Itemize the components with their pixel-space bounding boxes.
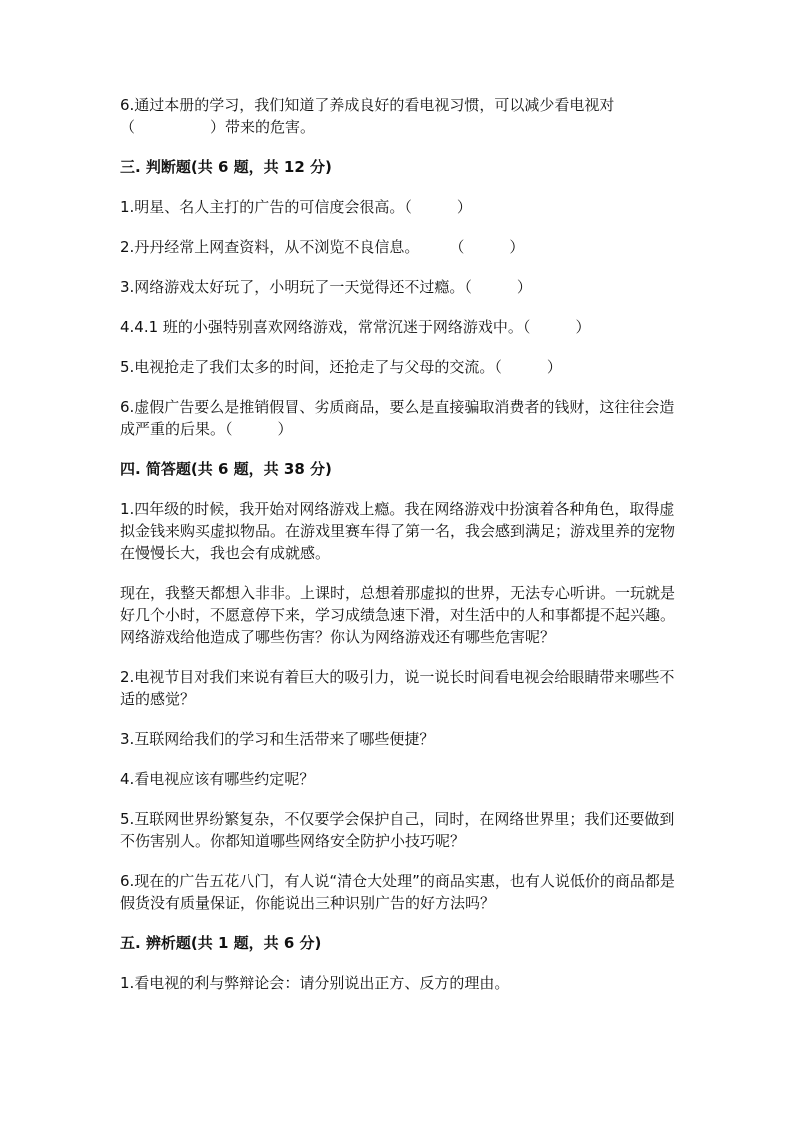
section-heading-short-answer: 四. 简答题(共 6 题，共 38 分) — [120, 460, 332, 478]
true-false-question-5: 5.电视抢走了我们太多的时间，还抢走了与父母的交流。（ ） — [120, 358, 562, 376]
short-answer-question-2: 2.电视节目对我们来说有着巨大的吸引力，说一说长时间看电视会给眼睛带来哪些不适的感觉？ — [120, 668, 675, 708]
debate-question-1: 1.看电视的利与弊辩论会：请分别说出正方、反方的理由。 — [120, 974, 510, 992]
short-answer-question-1: 1.四年级的时候，我开始对网络游戏上瘾。我在网络游戏中扮演着各种角色，取得虚拟金钱来购买虚拟物品。在游戏里赛车得了第一名，我会感到满足；游戏里养的宠物在慢慢长大，我也会有成就感。 — [120, 500, 676, 562]
document-page — [120, 94, 680, 1012]
true-false-question-6: 6.虚假广告要么是推销假冒、劣质商品，要么是直接骗取消费者的钱财，这往往会造成严重的后果。（ ） — [120, 398, 675, 438]
section-heading-true-false: 三. 判断题(共 6 题，共 12 分) — [120, 158, 332, 176]
short-answer-question-1-continued: 现在，我整天都想入非非。上课时，总想着那虚拟的世界，无法专心听讲。一玩就是好几个小时，不愿意停下来，学习成绩急速下滑，对生活中的人和事都提不起兴趣。网络游戏给他造成了哪些伤害？你认为网络游戏还有哪些危害呢？ — [120, 584, 676, 646]
short-answer-question-5: 5.互联网世界纷繁复杂，不仅要学会保护自己，同时，在网络世界里；我们还要做到不伤害别人。你都知道哪些网络安全防护小技巧呢？ — [120, 810, 675, 850]
true-false-question-3: 3.网络游戏太好玩了，小明玩了一天觉得还不过瘾。（ ） — [120, 278, 532, 296]
section-heading-debate: 五. 辨析题(共 1 题，共 6 分) — [120, 934, 322, 952]
short-answer-question-3: 3.互联网给我们的学习和生活带来了哪些便捷？ — [120, 730, 435, 748]
true-false-question-2: 2.丹丹经常上网查资料，从不浏览不良信息。 （ ） — [120, 238, 525, 256]
true-false-question-4: 4.4.1 班的小强特别喜欢网络游戏，常常沉迷于网络游戏中。（ ） — [120, 318, 591, 336]
fill-blank-question-6: 6.通过本册的学习，我们知道了养成良好的看电视习惯，可以减少看电视对（ ）带来的危害。 — [120, 96, 615, 136]
short-answer-question-6: 6.现在的广告五花八门，有人说“清仓大处理”的商品实惠，也有人说低价的商品都是假货没有质量保证，你能说出三种识别广告的好方法吗？ — [120, 872, 675, 912]
true-false-question-1: 1.明星、名人主打的广告的可信度会很高。（ ） — [120, 198, 472, 216]
short-answer-question-4: 4.看电视应该有哪些约定呢？ — [120, 770, 315, 788]
